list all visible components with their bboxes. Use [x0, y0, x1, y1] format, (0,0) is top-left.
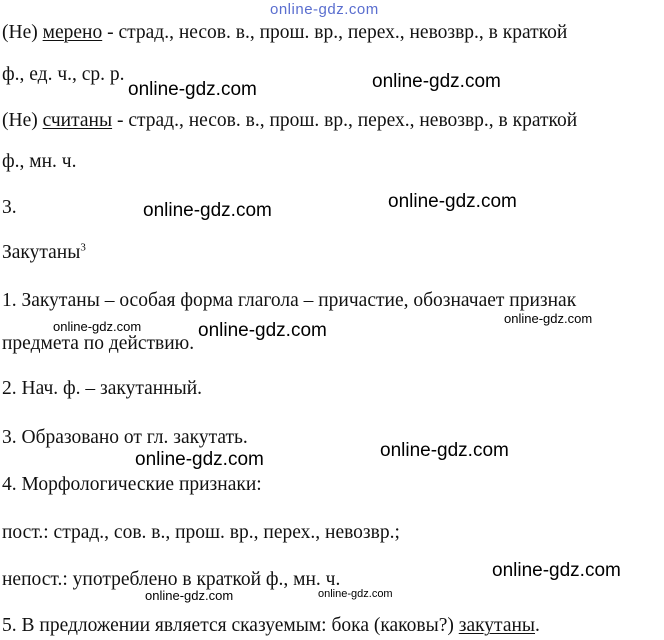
- watermark: online-gdz.com: [380, 440, 509, 461]
- watermark: online-gdz.com: [492, 560, 621, 581]
- underlined-word-schitany: считаны: [42, 110, 113, 131]
- watermark: online-gdz.com: [318, 588, 393, 600]
- superscript: 3: [80, 241, 86, 254]
- watermark: online-gdz.com: [198, 320, 327, 341]
- text-line-11: 4. Морфологические признаки:: [2, 474, 262, 495]
- text-line-1: (Не) мерено - страд., несов. в., прош. вр., перех., невозвр., в краткой: [2, 22, 568, 43]
- text-line-8: предмета по действию.: [2, 333, 195, 354]
- underlined-word-zakutany: закутаны: [458, 615, 536, 636]
- text-line-12: пост.: страд., сов. в., прош. вр., перех., невозвр.;: [2, 522, 400, 543]
- watermark: online-gdz.com: [135, 449, 264, 470]
- text-line-9: 2. Нач. ф. – закутанный.: [2, 378, 203, 399]
- text-line-10: 3. Образовано от гл. закутать.: [2, 427, 248, 448]
- watermark: online-gdz.com: [145, 588, 234, 603]
- text-line-5: 3.: [2, 197, 17, 218]
- text-line-3: (Не) считаны - страд., несов. в., прош. вр., перех., невозвр., в краткой: [2, 110, 578, 131]
- text-line-2: ф., ед. ч., ср. р.: [2, 64, 125, 85]
- text-line-7: 1. Закутаны – особая форма глагола – причастие, обозначает признак: [2, 290, 577, 311]
- watermark: online-gdz.com: [53, 319, 142, 334]
- watermark: online-gdz.com: [128, 79, 257, 100]
- text-line-14: 5. В предложении является сказуемым: бока (каковы?) закутаны.: [2, 615, 540, 636]
- watermark-top: online-gdz.com: [270, 1, 379, 18]
- watermark: online-gdz.com: [388, 191, 517, 212]
- text-line-13: непост.: употреблено в краткой ф., мн. ч.: [2, 569, 341, 590]
- text-line-6: Закутаны$^3$: [2, 241, 86, 263]
- watermark: online-gdz.com: [143, 200, 272, 221]
- underlined-word-mereno: мерено: [42, 22, 103, 43]
- text-line-4: ф., мн. ч.: [2, 151, 77, 172]
- watermark: online-gdz.com: [504, 311, 593, 326]
- watermark: online-gdz.com: [372, 71, 501, 92]
